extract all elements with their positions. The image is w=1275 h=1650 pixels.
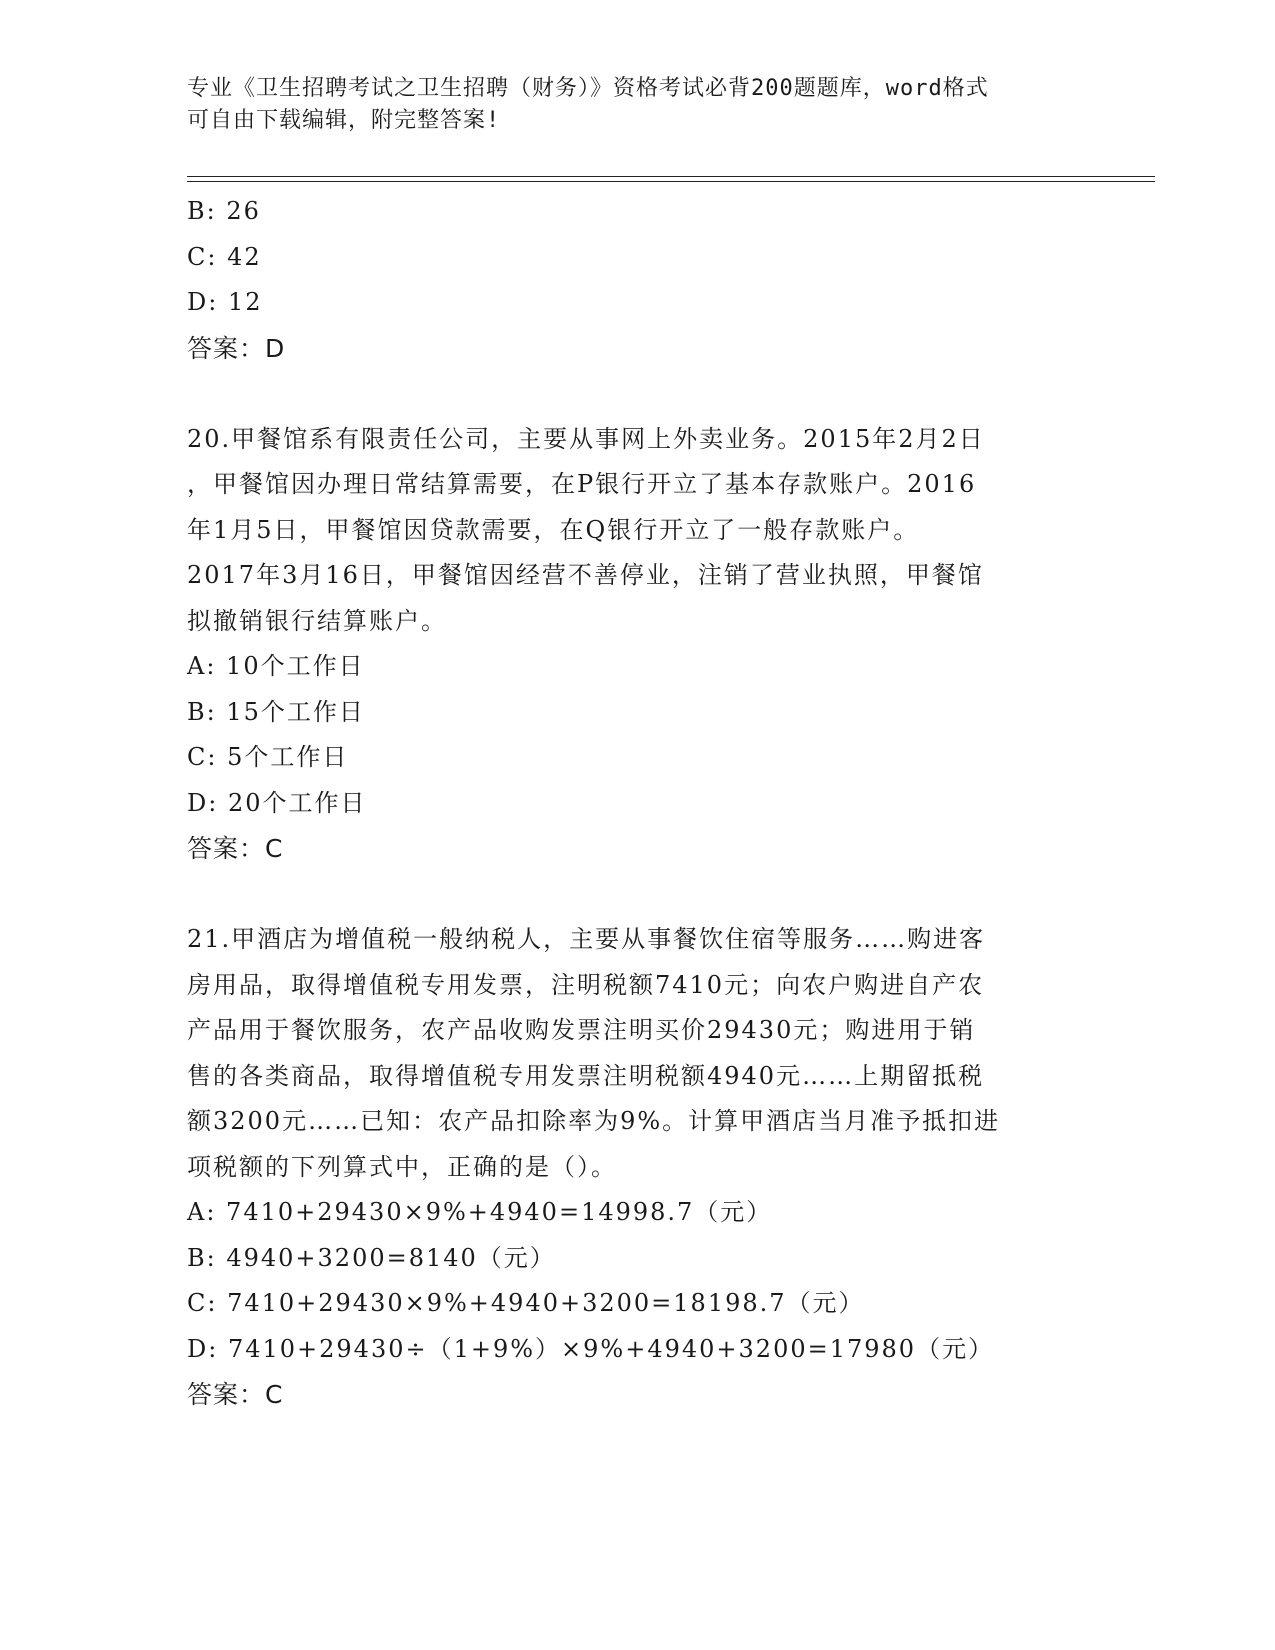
option-c: C: 7410+29430×9%+4940+3200=18198.7（元） — [187, 1289, 865, 1317]
question-stem-line: 年1月5日，甲餐馆因贷款需要，在Q银行开立了一般存款账户。 — [187, 515, 920, 544]
question-21 — [187, 917, 1087, 1418]
question-stem-line: 售的各类商品，取得增值税专用发票注明税额4940元……上期留抵税 — [187, 1061, 985, 1090]
question-stem-line: 项税额的下列算式中，正确的是（）。 — [187, 1152, 617, 1181]
question-stem-line: 产品用于餐饮服务，农产品收购发票注明买价29430元；购进用于销 — [187, 1016, 976, 1044]
question-list — [187, 189, 1087, 1418]
question-spacer — [187, 371, 1087, 417]
question-20 — [187, 417, 1087, 872]
option-d: D: 7410+29430÷（1+9%）×9%+4940+3200=17980（元） — [187, 1334, 995, 1363]
question-19-tail — [187, 189, 1087, 371]
option-b: B: 4940+3200=8140（元） — [187, 1243, 556, 1272]
header-divider-bottom — [187, 181, 1155, 182]
answer-line: 答案：D — [187, 333, 286, 363]
option-c: C: 5个工作日 — [187, 743, 349, 771]
option-b: B: 15个工作日 — [187, 697, 365, 726]
option-d: D: 12 — [187, 288, 263, 316]
question-stem-line: 拟撤销银行结算账户。 — [187, 606, 447, 635]
header-title-line-1: 专业《卫生招聘考试之卫生招聘（财务）》资格考试必背200题题库，word格式 — [187, 76, 989, 101]
question-stem-line: ，甲餐馆因办理日常结算需要，在P银行开立了基本存款账户。2016 — [187, 470, 977, 498]
header-title-line-2: 可自由下载编辑，附完整答案! — [187, 108, 501, 133]
question-stem-line: 21.甲酒店为增值税一般纳税人，主要从事餐饮住宿等服务……购进客 — [187, 925, 986, 953]
option-a: A: 10个工作日 — [187, 652, 365, 680]
answer-line: 答案：C — [187, 834, 284, 863]
option-b: B: 26 — [187, 197, 261, 225]
question-stem-line: 房用品，取得增值税专用发票，注明税额7410元；向农户购进自产农 — [187, 970, 985, 999]
header-divider-top — [187, 176, 1155, 177]
option-c: C: 42 — [187, 242, 262, 271]
option-d: D: 20个工作日 — [187, 788, 367, 817]
question-stem-line: 额3200元……已知：农产品扣除率为9%。计算甲酒店当月准予抵扣进 — [187, 1107, 1001, 1135]
document-header — [187, 73, 1087, 137]
question-stem-line: 20.甲餐馆系有限责任公司，主要从事网上外卖业务。2015年2月2日 — [187, 424, 985, 453]
question-stem-line: 2017年3月16日，甲餐馆因经营不善停业，注销了营业执照，甲餐馆 — [187, 561, 984, 589]
option-a: A: 7410+29430×9%+4940=14998.7（元） — [187, 1198, 773, 1226]
answer-line: 答案：C — [187, 1380, 284, 1409]
question-spacer — [187, 872, 1087, 918]
